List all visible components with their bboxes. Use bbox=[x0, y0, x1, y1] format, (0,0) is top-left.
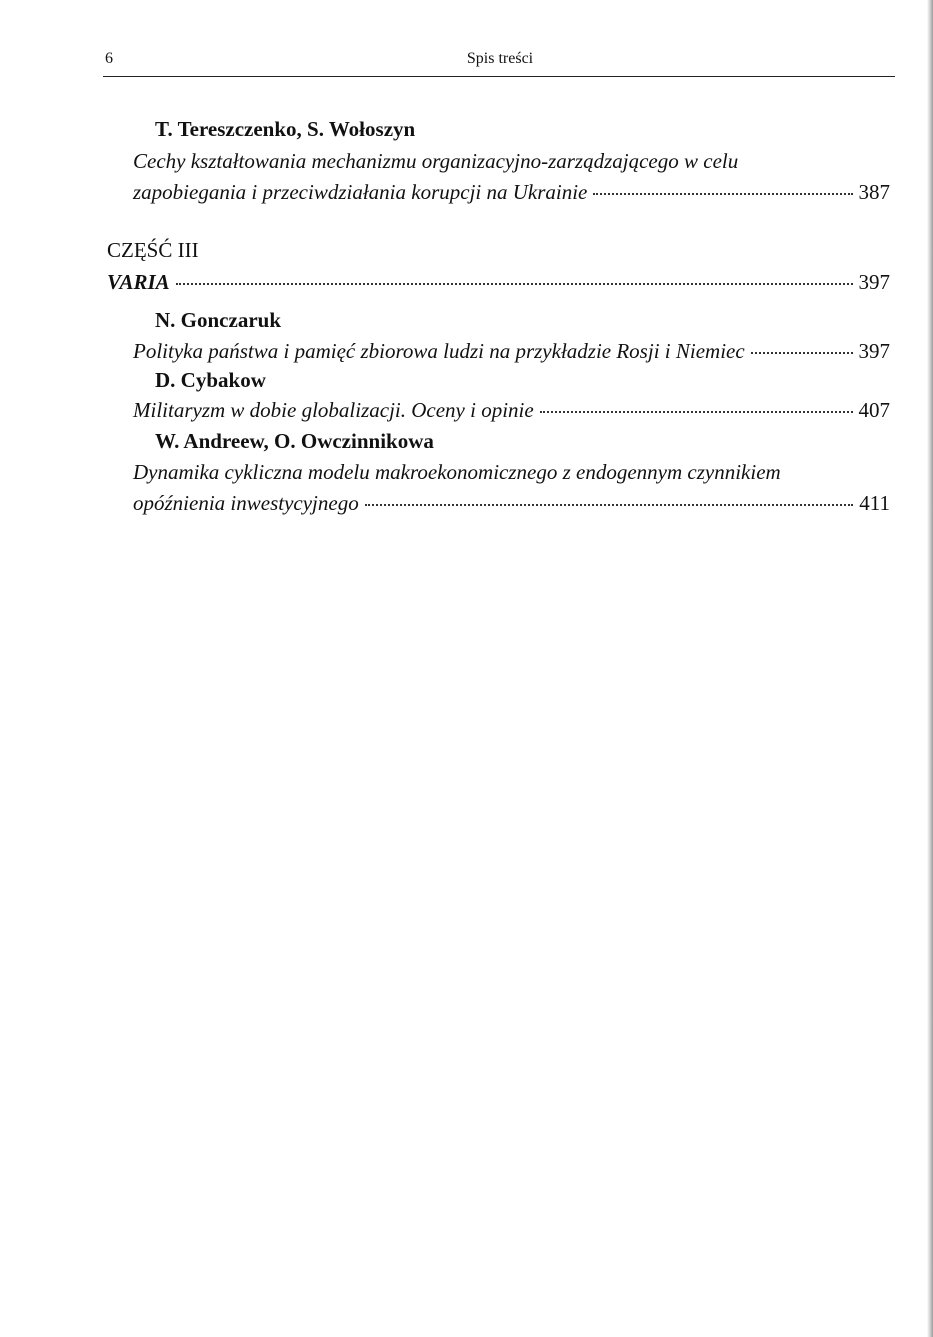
toc-page-number: 397 bbox=[858, 270, 890, 294]
dot-leader bbox=[176, 283, 853, 285]
dot-leader bbox=[540, 411, 853, 413]
toc-entry-authors: T. Tereszczenko, S. Wołoszyn bbox=[155, 117, 416, 141]
part-name: VARIA bbox=[107, 270, 170, 294]
toc-page-number: 407 bbox=[858, 398, 890, 422]
toc-entry-authors: D. Cybakow bbox=[155, 368, 266, 392]
dot-leader bbox=[365, 504, 854, 506]
dot-leader bbox=[593, 193, 852, 195]
toc-entry-authors: N. Gonczaruk bbox=[155, 308, 281, 332]
toc-entry-line[interactable] bbox=[133, 491, 890, 516]
toc-page-number: 397 bbox=[858, 339, 890, 363]
toc-entry-authors: W. Andreew, O. Owczinnikowa bbox=[155, 429, 434, 453]
toc-entry-line[interactable] bbox=[133, 398, 890, 423]
toc-entry-title: Cechy kształtowania mechanizmu organizacyjno-zarządzającego w celu bbox=[133, 149, 739, 173]
toc-entry-title: Dynamika cykliczna modelu makroekonomicznego z endogennym czynnikiem bbox=[133, 460, 781, 484]
toc-entry-line[interactable] bbox=[133, 339, 890, 364]
toc-entry-title: Militaryzm w dobie globalizacji. Oceny i opinie bbox=[133, 398, 534, 422]
part-label: CZĘŚĆ III bbox=[107, 238, 199, 262]
toc-entry-title-continued: zapobiegania i przeciwdziałania korupcji na Ukrainie bbox=[133, 180, 588, 204]
toc-entry-title-continued: opóźnienia inwestycyjnego bbox=[133, 491, 359, 515]
header-rule bbox=[103, 76, 895, 77]
page-edge-shadow bbox=[927, 0, 933, 1337]
page-header bbox=[105, 50, 895, 74]
running-title: Spis treści bbox=[466, 50, 534, 67]
toc-page-number: 411 bbox=[859, 491, 890, 515]
toc-entry-title: Polityka państwa i pamięć zbiorowa ludzi na przykładzie Rosji i Niemiec bbox=[133, 339, 745, 363]
toc-part-line[interactable] bbox=[107, 270, 890, 295]
page-number: 6 bbox=[105, 50, 113, 67]
toc-page-number: 387 bbox=[858, 180, 890, 204]
dot-leader bbox=[751, 352, 853, 354]
toc-entry-line[interactable] bbox=[133, 180, 890, 205]
